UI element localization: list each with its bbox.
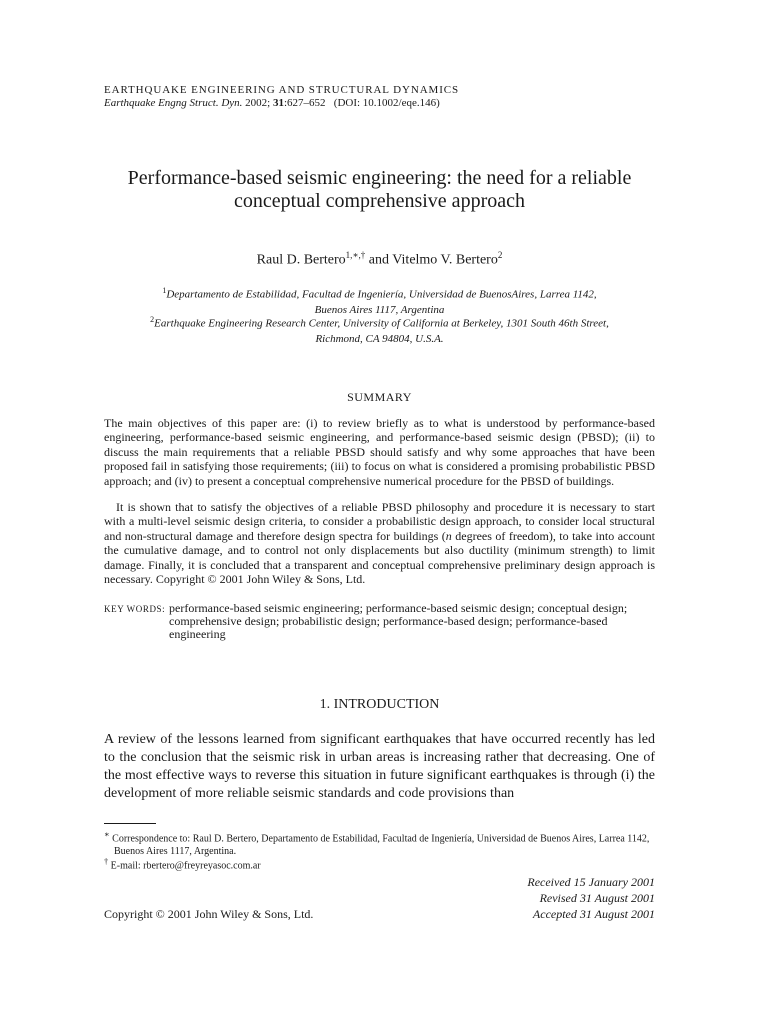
authors xyxy=(104,250,655,269)
footnote-2-text: E-mail: rbertero@freyreyasoc.com.ar xyxy=(110,860,261,872)
affiliation-2-mark: 2 xyxy=(150,315,155,324)
summary-p2-n: n xyxy=(445,528,452,543)
introduction-text: A review of the lessons learned from significant earthquakes that have occurred recently has led to the conclusion that the seismic risk in urban areas is increasing rather that decreasing. One of the most effective ways to reverse this situation in future significant earthquakes is through (i) the development of more reliable seismic standards and code provisions than xyxy=(104,732,655,801)
paper-first-page xyxy=(104,0,655,1024)
author-2-mark: 2 xyxy=(497,250,503,260)
citation-year: 2002; xyxy=(245,97,271,109)
affiliation-2-line-1: Earthquake Engineering Research Center, University of California at Berkeley, 1301 South 46th Street, xyxy=(154,317,609,330)
citation-line xyxy=(104,97,440,109)
affiliation-2-line-2: Richmond, CA 94804, U.S.A. xyxy=(315,332,444,345)
date-revised: Revised 31 August 2001 xyxy=(539,891,655,905)
footnote-rule xyxy=(104,823,156,824)
affiliation-2 xyxy=(104,312,655,347)
citation-doi: (DOI: 10.1002/eqe.146) xyxy=(333,97,440,109)
summary-paragraph-2 xyxy=(104,500,655,586)
footnote-1 xyxy=(104,828,665,858)
author-1: Raul D. Bertero xyxy=(256,252,346,268)
manuscript-dates xyxy=(527,874,655,922)
footnote-1-mark: ∗ xyxy=(104,830,110,839)
keywords-label: KEY WORDS: xyxy=(104,604,166,614)
citation-volume: 31 xyxy=(272,97,284,109)
date-accepted: Accepted 31 August 2001 xyxy=(532,907,655,921)
title-line-1: Performance-based seismic engineering: the need for a reliable xyxy=(127,167,632,189)
citation-pages: :627–652 xyxy=(283,97,326,109)
paper-title xyxy=(104,167,655,213)
summary-paragraph-1: The main objectives of this paper are: (i) to review briefly as to what is understood by performance-based engineering, performance-based seismic engineering, and performance-based seismic design (PBSD); (ii) to discuss the main requirements that a reliable PBSD should satisfy and why some approaches that have been proposed fail in satisfying those requirements; (iii) to focus on what is considered a promising probabilistic PBSD approach; and (iv) to present a conceptual comprehensive numerical procedure for the PBSD of buildings. xyxy=(104,416,655,488)
authors-and: and xyxy=(368,252,390,268)
summary-p2-part-a: It is shown that to satisfy the objectives of a reliable PBSD philosophy and procedure it is necessary to start with a multi-level seismic design criteria, to consider a probabilistic design approach, to consider local structural and non-structural damage and therefore design spectra for buildings ( xyxy=(104,500,655,543)
affiliation-1-line-2: Buenos Aires 1117, Argentina xyxy=(314,303,445,316)
introduction-heading: 1. INTRODUCTION xyxy=(319,697,440,712)
summary-heading: SUMMARY xyxy=(347,390,412,404)
journal-name: EARTHQUAKE ENGINEERING AND STRUCTURAL DYNAMICS xyxy=(104,84,460,96)
keywords-text: performance-based seismic engineering; performance-based seismic design; conceptual design; comprehensive design; probabilistic design; performance-based design; performance-based engineering xyxy=(169,601,628,641)
date-received: Received 15 January 2001 xyxy=(527,875,655,889)
copyright-notice: Copyright © 2001 John Wiley & Sons, Ltd. xyxy=(104,907,314,921)
footnote-1-text: Correspondence to: Raul D. Bertero, Departamento de Estabilidad, Facultad de Ingeniería, Universidad de Buenos Aires, Larrea 1142, Buenos Aires 1117, Argentina. xyxy=(112,833,650,858)
author-2: Vitelmo V. Bertero xyxy=(392,252,498,268)
author-1-marks: 1,∗,† xyxy=(345,250,366,260)
footnote-2 xyxy=(104,855,665,872)
title-line-2: conceptual comprehensive approach xyxy=(234,190,525,212)
affiliation-1-mark: 1 xyxy=(162,286,167,295)
affiliation-1-line-1: Departamento de Estabilidad, Facultad de Ingeniería, Universidad de BuenosAires, Larrea 1142, xyxy=(166,288,597,301)
summary-p2-part-b: degrees of freedom), to take into account the cumulative damage, and to control not only displacements but also ductility (minimum strength) to limit damage. Finally, it is concluded that a transparent and conceptual comprehensive preliminary design approach is necessary. Copyright © 2001 John Wiley & Sons, Ltd. xyxy=(104,528,656,587)
citation-journal: Earthquake Engng Struct. Dyn. xyxy=(104,97,243,109)
footnote-2-mark: † xyxy=(104,857,109,866)
